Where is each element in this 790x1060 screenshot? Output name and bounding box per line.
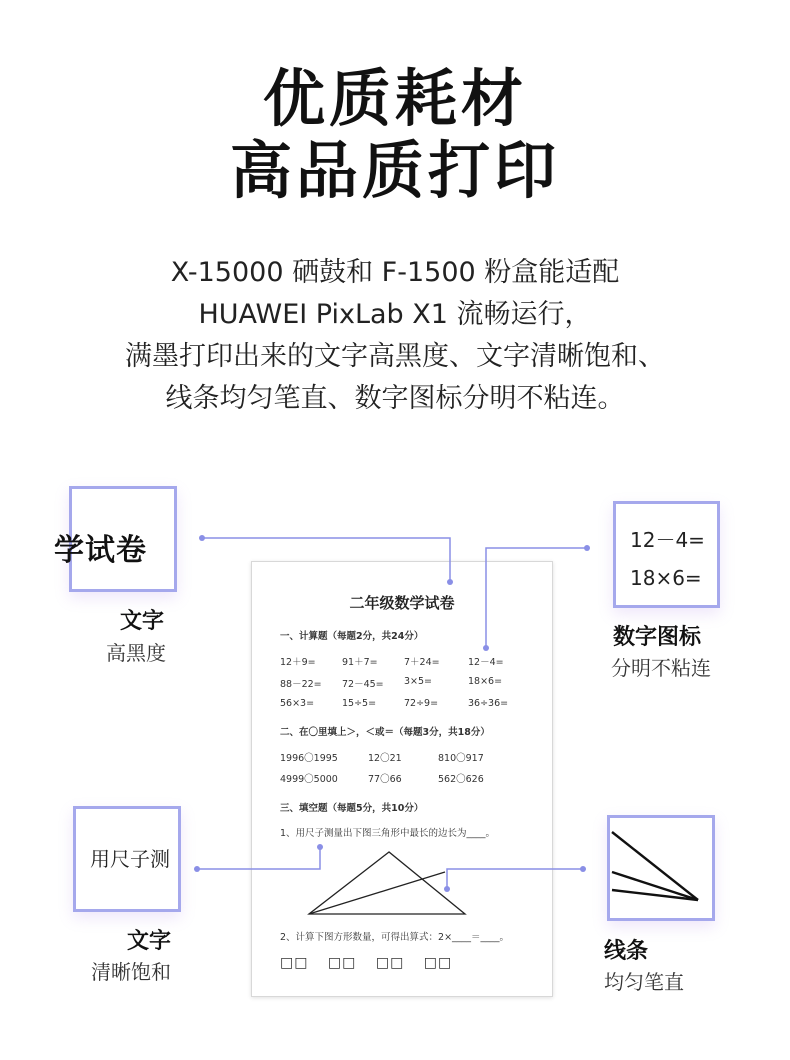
calc-item: 36÷36= bbox=[468, 698, 509, 709]
zoom-line: 12－4= bbox=[630, 528, 705, 552]
calc-item: 72÷9= bbox=[404, 698, 439, 709]
section-3-heading: 三、填空题（每题5分，共10分） bbox=[280, 803, 424, 814]
calc-item: 91＋7= bbox=[342, 657, 378, 668]
square-group: □□ bbox=[375, 955, 405, 971]
calc-item: 7＋24= bbox=[404, 657, 440, 668]
calc-item: 15÷5= bbox=[342, 698, 377, 709]
zoom-text: 学试卷 bbox=[54, 533, 147, 568]
compare-item: 77〇66 bbox=[368, 774, 402, 785]
calc-item: 88－22= bbox=[280, 679, 322, 690]
caption-subtitle: 高黑度 bbox=[106, 641, 166, 665]
fill-question-1: 1、用尺子测量出下图三角形中最长的边长为____。 bbox=[280, 828, 496, 839]
zoom-text: 用尺子测 bbox=[90, 847, 170, 871]
zoom-lines bbox=[610, 818, 712, 918]
section-1-heading: 一、计算题（每题2分，共24分） bbox=[280, 631, 424, 642]
compare-item: 4999〇5000 bbox=[280, 774, 338, 785]
calc-item: 72－45= bbox=[342, 679, 384, 690]
compare-item: 562〇626 bbox=[438, 774, 484, 785]
description-line: HUAWEI PixLab X1 流畅运行， bbox=[198, 299, 592, 330]
square-group: □□ bbox=[423, 955, 453, 971]
caption-title: 文字 bbox=[127, 929, 172, 954]
fill-question-2: 2、计算下图方形数量，可得出算式：2×____＝____。 bbox=[280, 932, 510, 943]
calc-item: 18×6= bbox=[468, 676, 503, 687]
description-line: 满墨打印出来的文字高黑度、文字清晰饱和、 bbox=[125, 341, 665, 372]
caption-subtitle: 分明不粘连 bbox=[611, 656, 711, 680]
calc-item: 56×3= bbox=[280, 698, 315, 709]
square-group: □□ bbox=[327, 955, 357, 971]
callout-numbers bbox=[613, 501, 720, 608]
section-2-heading: 二、在〇里填上＞，＜或＝（每题3分，共18分） bbox=[280, 727, 490, 738]
caption-title: 数字图标 bbox=[613, 625, 702, 650]
compare-item: 1996〇1995 bbox=[280, 753, 338, 764]
compare-item: 12〇21 bbox=[368, 753, 402, 764]
callout-lines bbox=[607, 815, 715, 921]
description-line: X-15000 硒鼓和 F-1500 粉盒能适配 bbox=[170, 257, 620, 288]
caption-subtitle: 清晰饱和 bbox=[91, 960, 171, 984]
headline-line-1: 优质耗材 bbox=[262, 62, 527, 135]
calc-item: 3×5= bbox=[404, 676, 433, 687]
caption-subtitle: 均匀笔直 bbox=[604, 970, 684, 994]
headline-line-2: 高品质打印 bbox=[229, 134, 560, 207]
compare-item: 810〇917 bbox=[438, 753, 484, 764]
paper-title: 二年级数学试卷 bbox=[349, 594, 455, 612]
square-group: □□ bbox=[280, 955, 309, 971]
description-line: 线条均匀笔直、数字图标分明不粘连。 bbox=[165, 383, 625, 414]
caption-title: 文字 bbox=[120, 609, 165, 634]
zoom-line: 18×6= bbox=[630, 566, 702, 590]
caption-title: 线条 bbox=[604, 939, 649, 964]
callout-text-clear bbox=[73, 806, 181, 912]
calc-item: 12＋9= bbox=[280, 657, 316, 668]
callout-text-black bbox=[54, 486, 177, 592]
calc-item: 12－4= bbox=[468, 657, 504, 668]
